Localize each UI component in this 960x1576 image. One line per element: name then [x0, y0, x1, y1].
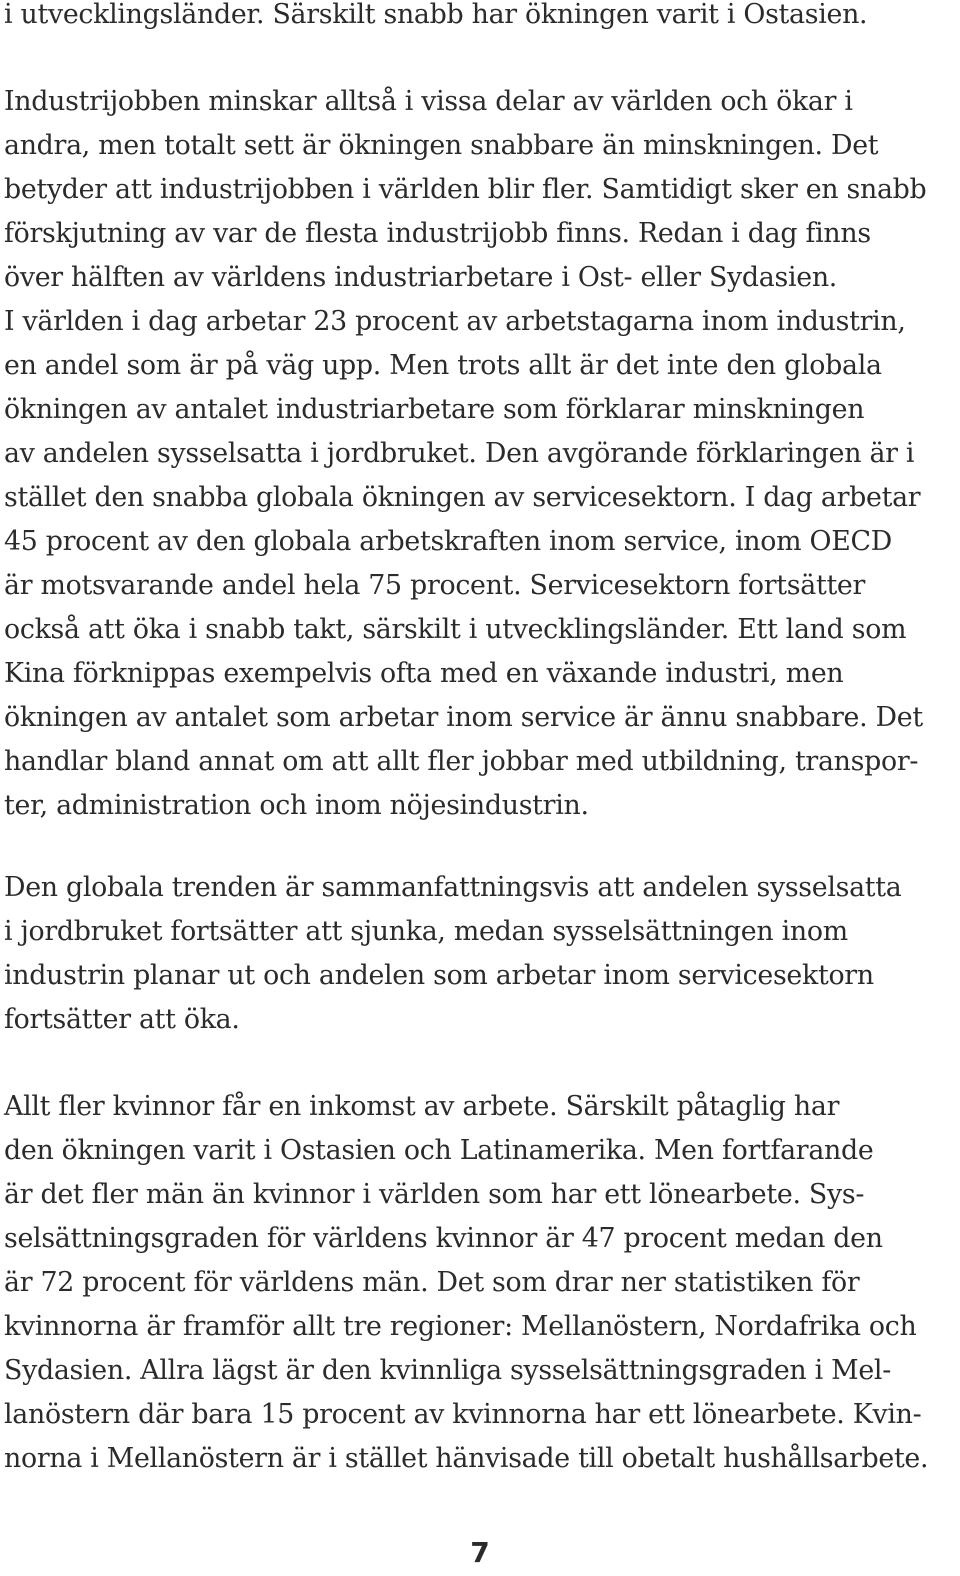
text-line: ter, administration och inom nöjesindustrin.: [4, 790, 589, 821]
page-number: 7: [470, 1536, 490, 1569]
text-line: förskjutning av var de flesta industrijobb finns. Redan i dag finns: [4, 218, 871, 249]
text-line: I världen i dag arbetar 23 procent av arbetstagarna inom industrin,: [4, 306, 906, 337]
text-line: stället den snabba globala ökningen av servicesektorn. I dag arbetar: [4, 482, 921, 513]
text-line: andra, men totalt sett är ökningen snabbare än minskningen. Det: [4, 130, 879, 161]
text-line: i utvecklingsländer. Särskilt snabb har ökningen varit i Ostasien.: [4, 0, 868, 30]
text-line: ökningen av antalet som arbetar inom service är ännu snabbare. Det: [4, 702, 923, 733]
text-line: Kina förknippas exempelvis ofta med en växande industri, men: [4, 658, 844, 689]
text-line: Den globala trenden är sammanfattningsvis att andelen sysselsatta: [4, 872, 902, 903]
text-line: handlar bland annat om att allt fler jobbar med utbildning, transpor-: [4, 746, 919, 777]
text-line: selsättningsgraden för världens kvinnor är 47 procent medan den: [4, 1223, 883, 1254]
text-line: betyder att industrijobben i världen blir fler. Samtidigt sker en snabb: [4, 174, 927, 205]
text-line: också att öka i snabb takt, särskilt i utvecklingsländer. Ett land som: [4, 614, 907, 645]
text-line: av andelen sysselsatta i jordbruket. Den avgörande förklaringen är i: [4, 438, 915, 469]
text-line: är 72 procent för världens män. Det som drar ner statistiken för: [4, 1267, 860, 1298]
paragraph-1: [4, 0, 960, 37]
text-line: Sydasien. Allra lägst är den kvinnliga sysselsättningsgraden i Mel-: [4, 1355, 891, 1386]
text-line: Allt fler kvinnor får en inkomst av arbete. Särskilt påtaglig har: [4, 1091, 840, 1122]
text-line: i jordbruket fortsätter att sjunka, medan sysselsättningen inom: [4, 916, 848, 947]
text-line: ökningen av antalet industriarbetare som förklarar minskningen: [4, 394, 865, 425]
paragraph-2: [4, 80, 960, 828]
text-line: kvinnorna är framför allt tre regioner: Mellanöstern, Nordafrika och: [4, 1311, 917, 1342]
text-line: är motsvarande andel hela 75 procent. Servicesektorn fortsätter: [4, 570, 866, 601]
paragraph-3: [4, 866, 960, 1042]
text-line: Industrijobben minskar alltså i vissa delar av världen och ökar i: [4, 86, 853, 117]
paragraph-4: [4, 1085, 960, 1481]
text-line: den ökningen varit i Ostasien och Latinamerika. Men fortfarande: [4, 1135, 874, 1166]
text-line: en andel som är på väg upp. Men trots allt är det inte den globala: [4, 350, 882, 381]
text-line: är det fler män än kvinnor i världen som har ett lönearbete. Sys-: [4, 1179, 865, 1210]
text-line: lanöstern där bara 15 procent av kvinnorna har ett lönearbete. Kvin-: [4, 1399, 922, 1430]
text-line: industrin planar ut och andelen som arbetar inom servicesektorn: [4, 960, 874, 991]
text-line: över hälften av världens industriarbetare i Ost- eller Sydasien.: [4, 262, 838, 293]
text-line: norna i Mellanöstern är i stället hänvisade till obetalt hushållsarbete.: [4, 1443, 929, 1474]
text-line: fortsätter att öka.: [4, 1004, 240, 1035]
text-line: 45 procent av den globala arbetskraften inom service, inom OECD: [4, 526, 892, 557]
